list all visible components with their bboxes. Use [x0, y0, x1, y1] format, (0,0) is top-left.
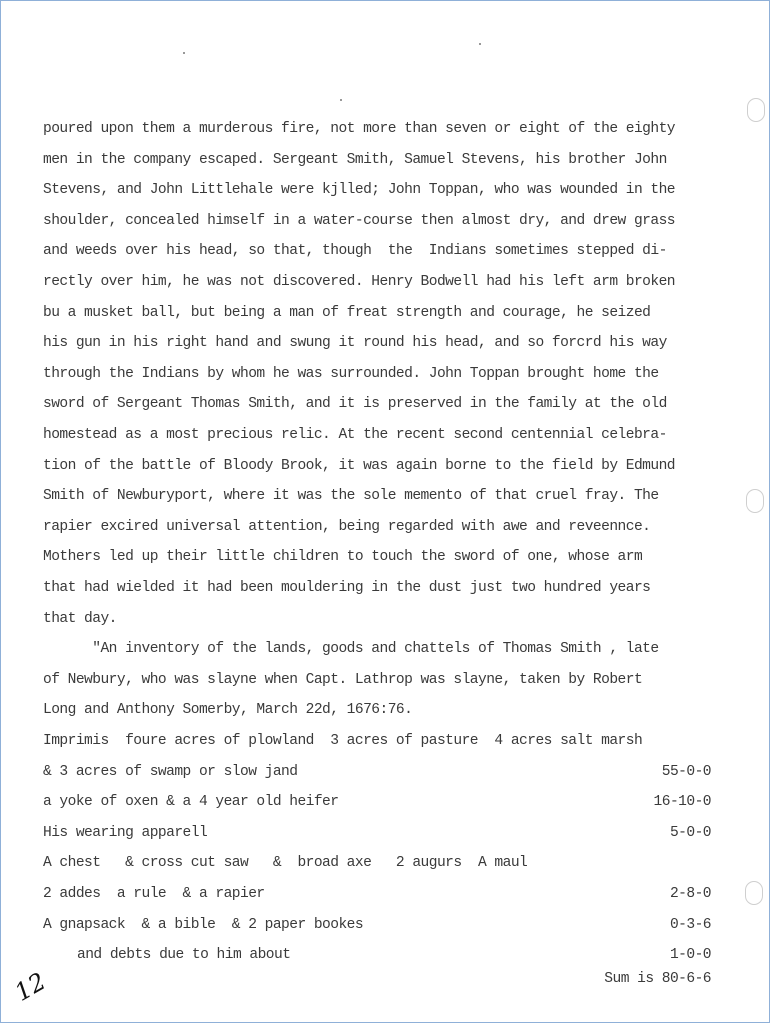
inventory-value: 16-10-0	[653, 794, 711, 811]
text-line: sword of Sergeant Thomas Smith, and it is preserved in the family at the old	[43, 396, 667, 413]
punch-hole-mark-bottom	[745, 881, 763, 905]
text-line: "An inventory of the lands, goods and chattels of Thomas Smith , late	[43, 641, 659, 658]
punch-hole-mark-middle	[746, 489, 764, 513]
inventory-value: 5-0-0	[669, 824, 711, 841]
text-line: Smith of Newburyport, where it was the sole memento of that cruel fray. The	[43, 488, 659, 505]
inventory-item: 2 addes a rule & a rapier	[43, 886, 265, 902]
text-line: rapier excired universal attention, being regarded with awe and reveennce.	[43, 518, 651, 535]
text-line: of Newbury, who was slayne when Capt. Lathrop was slayne, taken by Robert	[43, 671, 643, 688]
text-line: men in the company escaped. Sergeant Smith, Samuel Stevens, his brother John	[43, 151, 667, 168]
text-line: Mothers led up their little children to touch the sword of one, whose arm	[43, 549, 643, 566]
inventory-item: a yoke of oxen & a 4 year old heifer	[43, 794, 339, 811]
text-line: bu a musket ball, but being a man of freat strength and courage, he seized	[43, 304, 651, 321]
inventory-sum: Sum is 80-6-6	[604, 971, 711, 987]
inventory-item: A gnapsack & a bible & 2 paper bookes	[43, 916, 364, 933]
text-line: Long and Anthony Somerby, March 22d, 1676:76.	[43, 702, 413, 719]
punch-hole-mark-top	[747, 98, 765, 122]
inventory-value: 1-0-0	[669, 947, 711, 964]
text-line: tion of the battle of Bloody Brook, it was again borne to the field by Edmund	[43, 457, 675, 474]
scan-speck	[340, 99, 342, 101]
scan-speck	[479, 43, 481, 45]
scan-speck	[183, 52, 185, 54]
text-line: through the Indians by whom he was surrounded. John Toppan brought home the	[43, 365, 659, 382]
text-line: and weeds over his head, so that, though the Indians sometimes stepped di-	[43, 243, 667, 260]
handwritten-page-number: 12	[10, 967, 51, 1007]
inventory-value: 2-8-0	[669, 886, 711, 902]
inventory-value: 0-3-6	[669, 916, 711, 933]
text-line: that had wielded it had been mouldering in the dust just two hundred years	[43, 580, 651, 596]
text-line: his gun in his right hand and swung it round his head, and so forcrd his way	[43, 335, 667, 352]
text-line: Stevens, and John Littlehale were kjlled; John Toppan, who was wounded in the	[43, 182, 675, 199]
text-line: shoulder, concealed himself in a water-course then almost dry, and drew grass	[43, 212, 675, 229]
text-line: rectly over him, he was not discovered. Henry Bodwell had his left arm broken	[43, 274, 675, 290]
text-line: that day.	[43, 610, 117, 627]
inventory-item: & 3 acres of swamp or slow jand	[43, 763, 298, 780]
text-line: poured upon them a murderous fire, not more than seven or eight of the eighty	[43, 121, 675, 137]
inventory-item: Imprimis foure acres of plowland 3 acres of pasture 4 acres salt marsh	[43, 733, 643, 749]
inventory-item: and debts due to him about	[77, 947, 291, 964]
inventory-item: A chest & cross cut saw & broad axe 2 augurs A maul	[43, 855, 528, 872]
text-line: homestead as a most precious relic. At the recent second centennial celebra-	[43, 427, 667, 443]
inventory-item: His wearing apparell	[43, 824, 208, 841]
inventory-value: 55-0-0	[661, 763, 711, 780]
